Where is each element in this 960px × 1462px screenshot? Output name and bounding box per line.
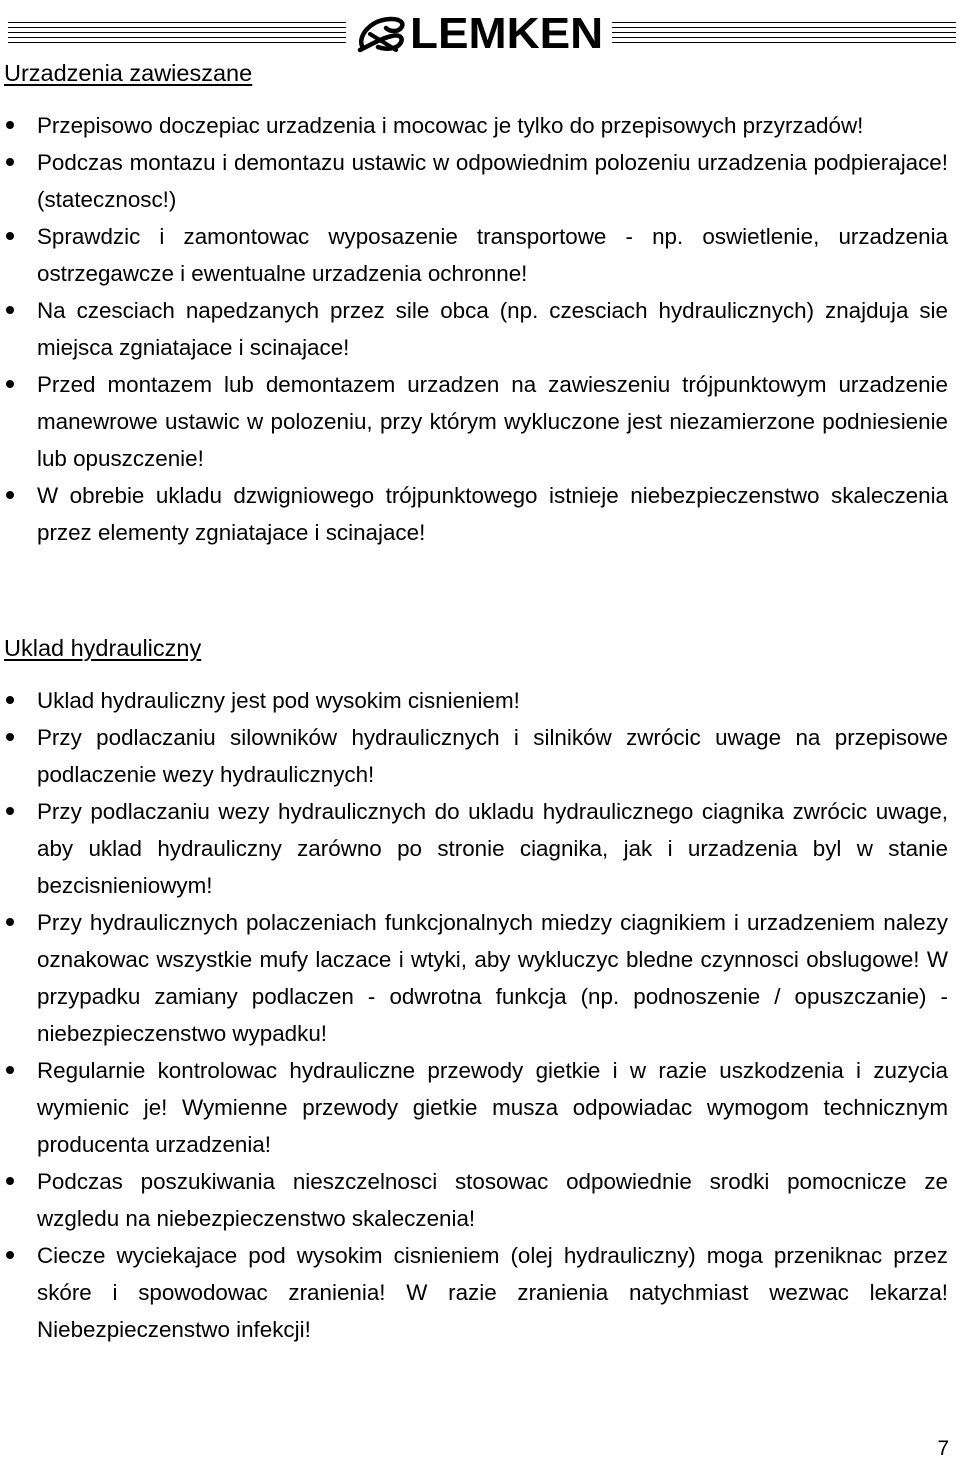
list-item [0, 1052, 948, 1163]
list-item [0, 107, 948, 144]
brand-logo [356, 9, 608, 58]
list-item [0, 1237, 948, 1348]
brand-name: LEMKEN [410, 9, 604, 58]
list-item-text: Przy podlaczaniu wezy hydraulicznych do ukladu hydraulicznego ciagnika zwrócic uwage, aby uklad hydrauliczny zarówno po stronie ciagnika, jak i urzadzenia byl w stanie bezcisnieniowym! [37, 799, 948, 898]
list-item-text: W obrebie ukladu dzwigniowego trójpunktowego istnieje niebezpieczenstwo skaleczenia przez elementy zgniatajace i scinajace! [37, 483, 948, 545]
list-item-text: Przy hydraulicznych polaczeniach funkcjonalnych miedzy ciagnikiem i urzadzeniem nalezy oznakowac wszystkie mufy laczace i wtyki, aby wykluczyc bledne czynnosci obslugowe! W przypadku zamiany podlaczen - odwrotna funkcja (np. podnoszenie / opuszczanie) - niebezpieczenstwo wypadku! [37, 910, 948, 1046]
list-item [0, 1163, 948, 1237]
list-item-text: Ciecze wyciekajace pod wysokim cisnieniem (olej hydrauliczny) moga przeniknac przez skóre i spowodowac zranienia! W razie zranienia natychmiast wezwac lekarza! Niebezpieczenstwo infekcji! [37, 1243, 948, 1342]
list-item-text: Przed montazem lub demontazem urzadzen na zawieszeniu trójpunktowym urzadzenie manewrowe ustawic w polozeniu, przy którym wykluczone jest niezamierzone podniesienie lub opuszczenie! [37, 372, 948, 471]
list-item-text: Regularnie kontrolowac hydrauliczne przewody gietkie i w razie uszkodzenia i zuzycia wymienic je! Wymienne przewody gietkie musza odpowiadac wymogom technicznym producenta urzadzenia! [37, 1058, 948, 1157]
header-rule-left [8, 22, 346, 46]
list-item [0, 904, 948, 1052]
list-item-text: Podczas montazu i demontazu ustawic w odpowiednim polozeniu urzadzenia podpierajace! (statecznosc!) [37, 150, 948, 212]
header-rule-right [612, 22, 956, 46]
bullet-icon [6, 380, 14, 388]
page-header [0, 0, 960, 60]
list-item-text: Uklad hydrauliczny jest pod wysokim cisnieniem! [37, 688, 520, 713]
list-item [0, 719, 948, 793]
list-item-text: Na czesciach napedzanych przez sile obca (np. czesciach hydraulicznych) znajduja sie miejsca zgniatajace i scinajace! [37, 298, 948, 360]
bullet-icon [6, 696, 14, 704]
bullet-icon [6, 1177, 14, 1185]
bullet-icon [6, 918, 14, 926]
list-item-text: Podczas poszukiwania nieszczelnosci stosowac odpowiednie srodki pomocnicze ze wzgledu na niebezpieczenstwo skaleczenia! [37, 1169, 948, 1231]
section-heading-hydraulic-system: Uklad hydrauliczny [4, 635, 202, 661]
lemken-swoosh-logo-icon [356, 14, 408, 54]
bullet-icon [6, 158, 14, 166]
bullet-icon [6, 733, 14, 741]
bullet-icon [6, 306, 14, 314]
bullet-icon [6, 232, 14, 240]
bullet-icon [6, 1251, 14, 1259]
bullet-icon [6, 121, 14, 129]
page-number: 7 [937, 1437, 949, 1460]
list-item [0, 218, 948, 292]
list-item [0, 477, 948, 551]
mounted-devices-list [0, 107, 960, 551]
hydraulic-system-list [0, 682, 960, 1348]
bullet-icon [6, 1066, 14, 1074]
bullet-icon [6, 807, 14, 815]
list-item-text: Sprawdzic i zamontowac wyposazenie transportowe - np. oswietlenie, urzadzenia ostrzegawcze i ewentualne urzadzenia ochronne! [37, 224, 948, 286]
list-item [0, 144, 948, 218]
section-heading-mounted-devices: Urzadzenia zawieszane [4, 60, 253, 86]
list-item [0, 366, 948, 477]
list-item-text: Przepisowo doczepiac urzadzenia i mocowac je tylko do przepisowych przyrzadów! [37, 113, 864, 138]
bullet-icon [6, 491, 14, 499]
list-item [0, 793, 948, 904]
list-item-text: Przy podlaczaniu silowników hydraulicznych i silników zwrócic uwage na przepisowe podlaczenie wezy hydraulicznych! [37, 725, 948, 787]
list-item [0, 292, 948, 366]
list-item [0, 682, 948, 719]
